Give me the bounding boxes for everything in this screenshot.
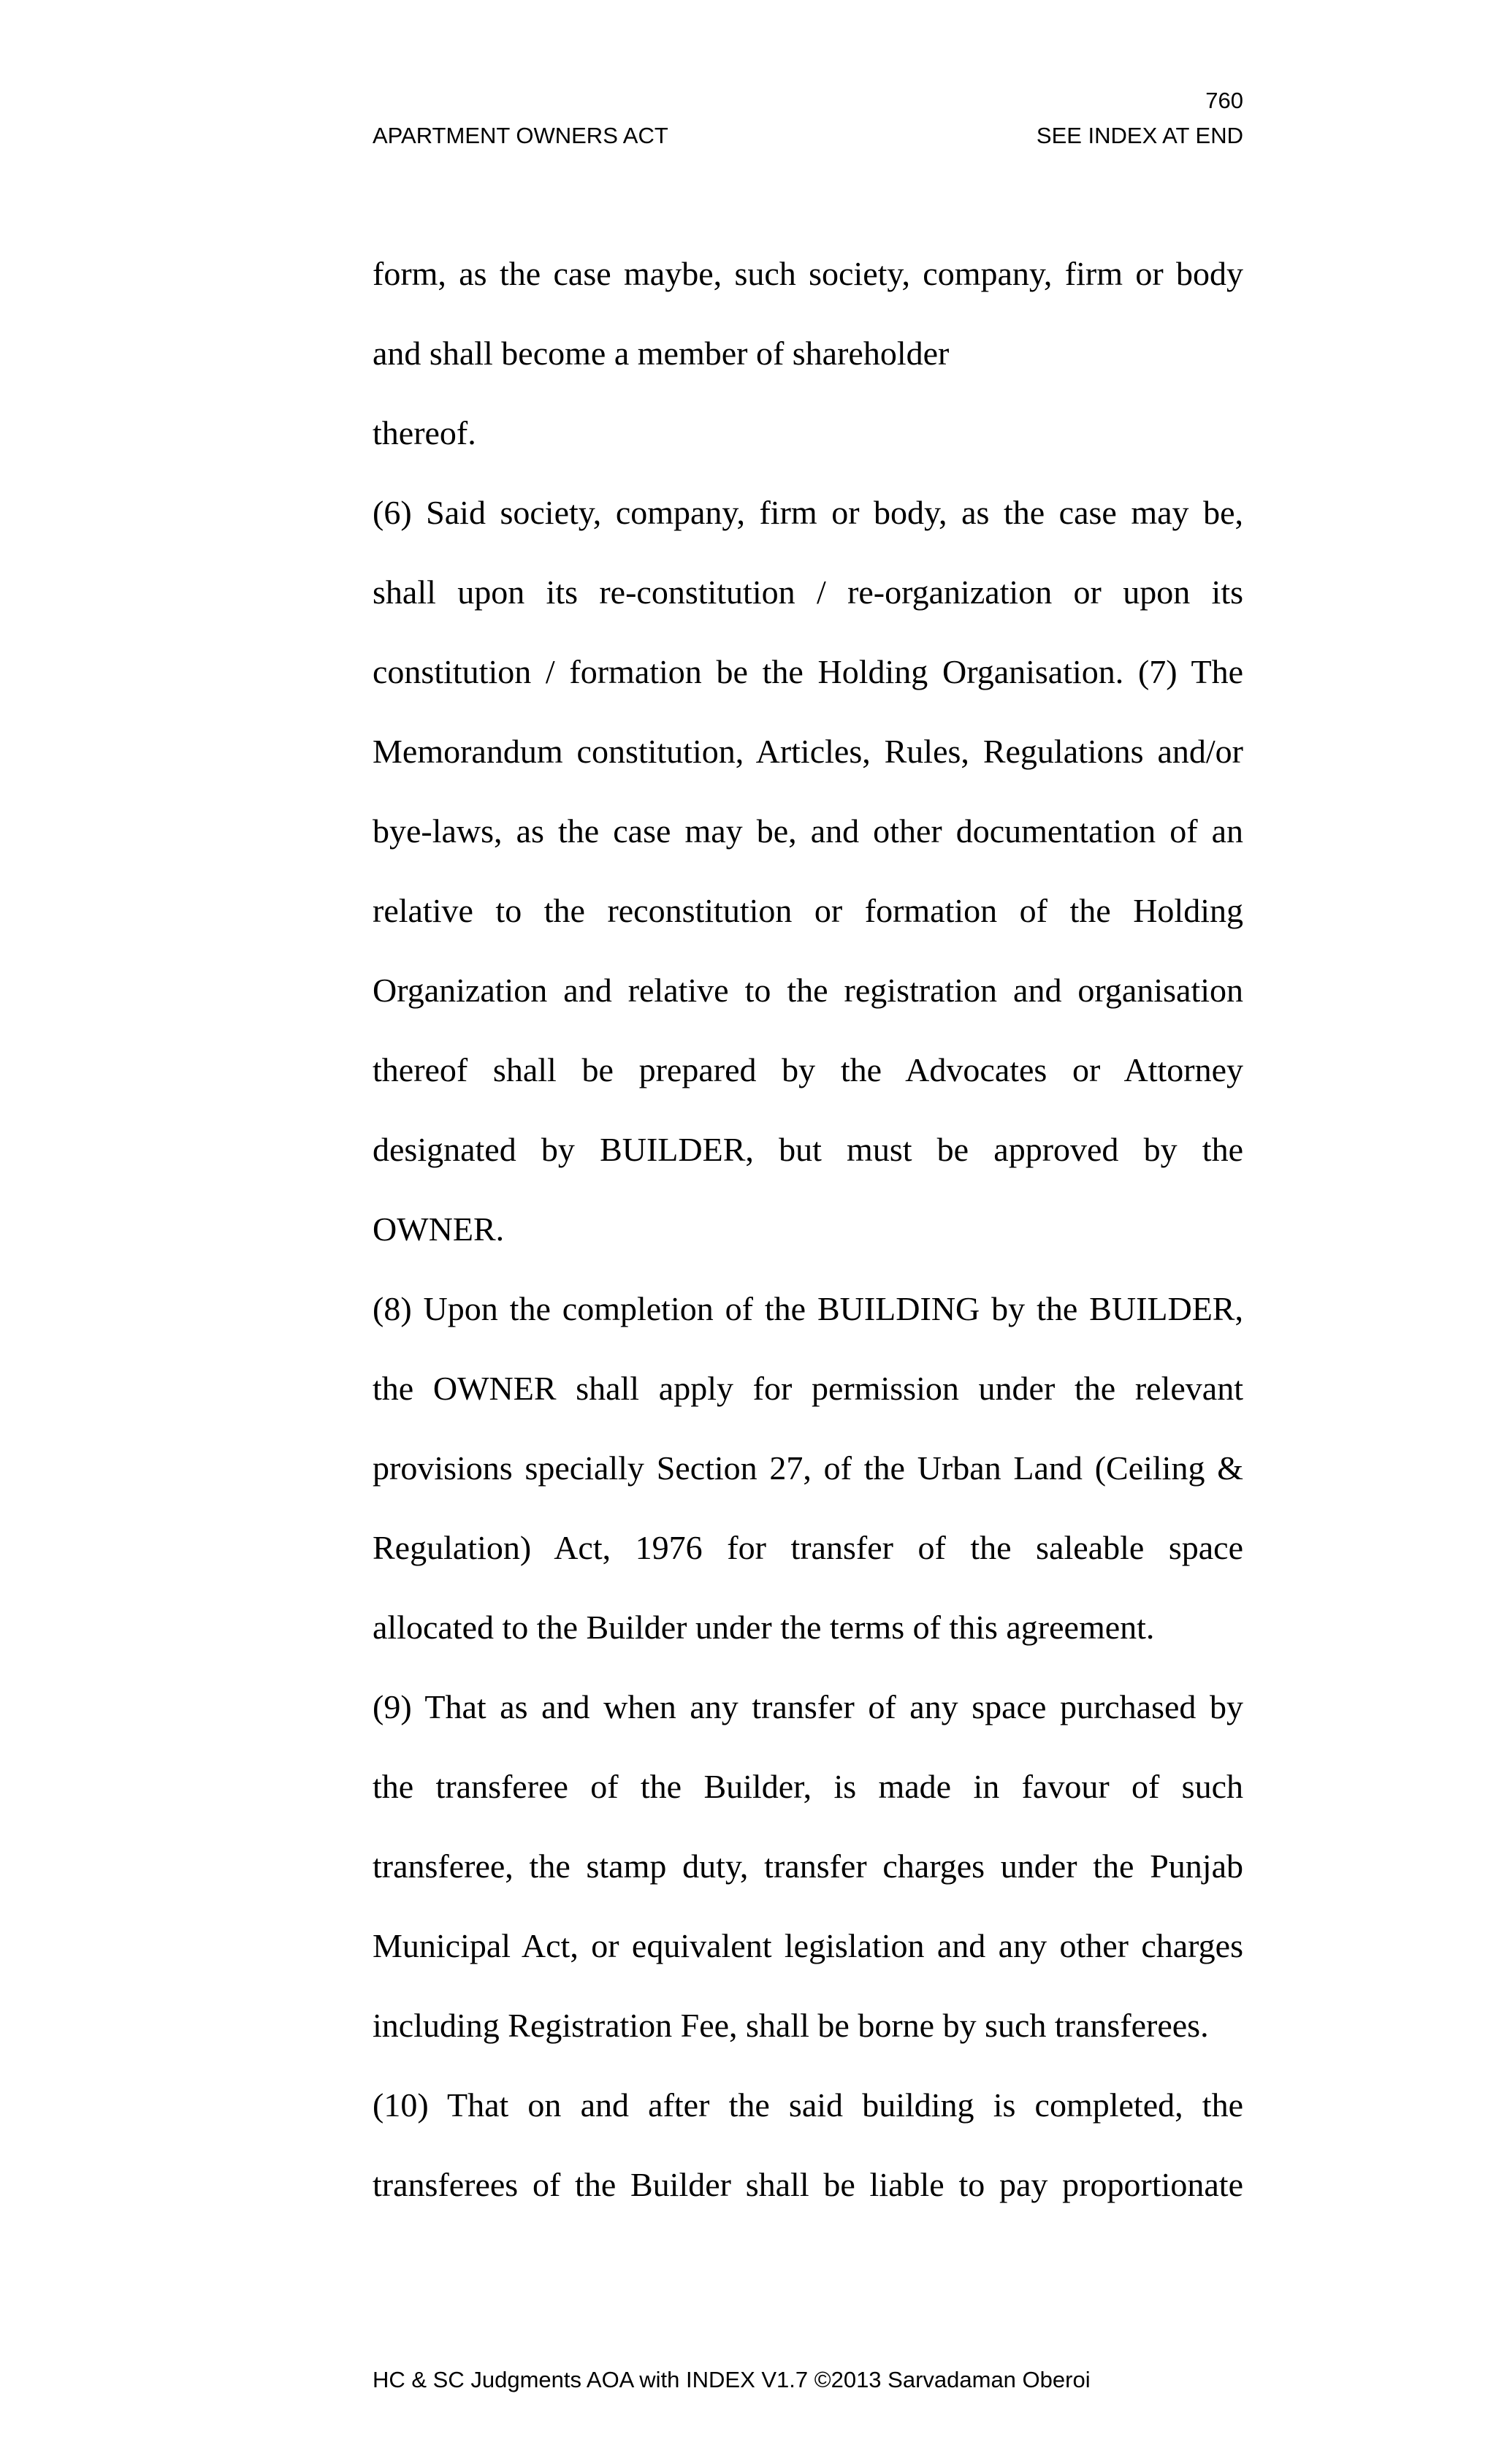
body-line: and shall become a member of shareholder — [373, 335, 950, 372]
body-line: the transferee of the Builder, is made in favour of such — [373, 1768, 1243, 1805]
body-line: constitution / formation be the Holding Organisation. (7) The — [373, 653, 1243, 690]
body-line: form, as the case maybe, such society, company, firm or body — [373, 255, 1243, 292]
body-line: Municipal Act, or equivalent legislation and any other charges — [373, 1927, 1243, 1964]
page-number: 760 — [1205, 88, 1243, 113]
body-line: relative to the reconstitution or formation of the Holding — [373, 892, 1243, 929]
running-header-title: APARTMENT OWNERS ACT — [373, 123, 668, 148]
body-line: designated by BUILDER, but must be approved by the — [373, 1131, 1243, 1168]
body-line: thereof. — [373, 414, 476, 451]
body-line: OWNER. — [373, 1210, 505, 1248]
body-line: Memorandum constitution, Articles, Rules, Regulations and/or — [373, 733, 1243, 770]
body-line: Organization and relative to the registration and organisation — [373, 972, 1243, 1009]
body-line: allocated to the Builder under the terms of this agreement. — [373, 1609, 1155, 1646]
body-line: transferee, the stamp duty, transfer charges under the Punjab — [373, 1847, 1243, 1885]
body-line: including Registration Fee, shall be borne by such transferees. — [373, 2007, 1209, 2044]
body-line: transferees of the Builder shall be liable to pay proportionate — [373, 2166, 1243, 2203]
body-line: Regulation) Act, 1976 for transfer of the saleable space — [373, 1529, 1243, 1566]
body-line: (10) That on and after the said building is completed, the — [373, 2086, 1243, 2124]
running-header-index-note: SEE INDEX AT END — [1036, 123, 1243, 148]
body-line: provisions specially Section 27, of the Urban Land (Ceiling & — [373, 1449, 1243, 1487]
body-line: thereof shall be prepared by the Advocates or Attorney — [373, 1051, 1243, 1088]
body-line: (8) Upon the completion of the BUILDING by the BUILDER, — [373, 1290, 1243, 1327]
body-line: the OWNER shall apply for permission under the relevant — [373, 1370, 1243, 1407]
document-body — [373, 252, 1243, 2243]
body-line: (6) Said society, company, firm or body, as the case may be, — [373, 494, 1243, 531]
page-footer: HC & SC Judgments AOA with INDEX V1.7 ©2013 Sarvadaman Oberoi — [373, 2367, 1091, 2392]
body-line: shall upon its re-constitution / re-organization or upon its — [373, 573, 1243, 611]
body-line: bye-laws, as the case may be, and other documentation of an — [373, 812, 1243, 850]
body-line: (9) That as and when any transfer of any space purchased by — [373, 1688, 1243, 1725]
